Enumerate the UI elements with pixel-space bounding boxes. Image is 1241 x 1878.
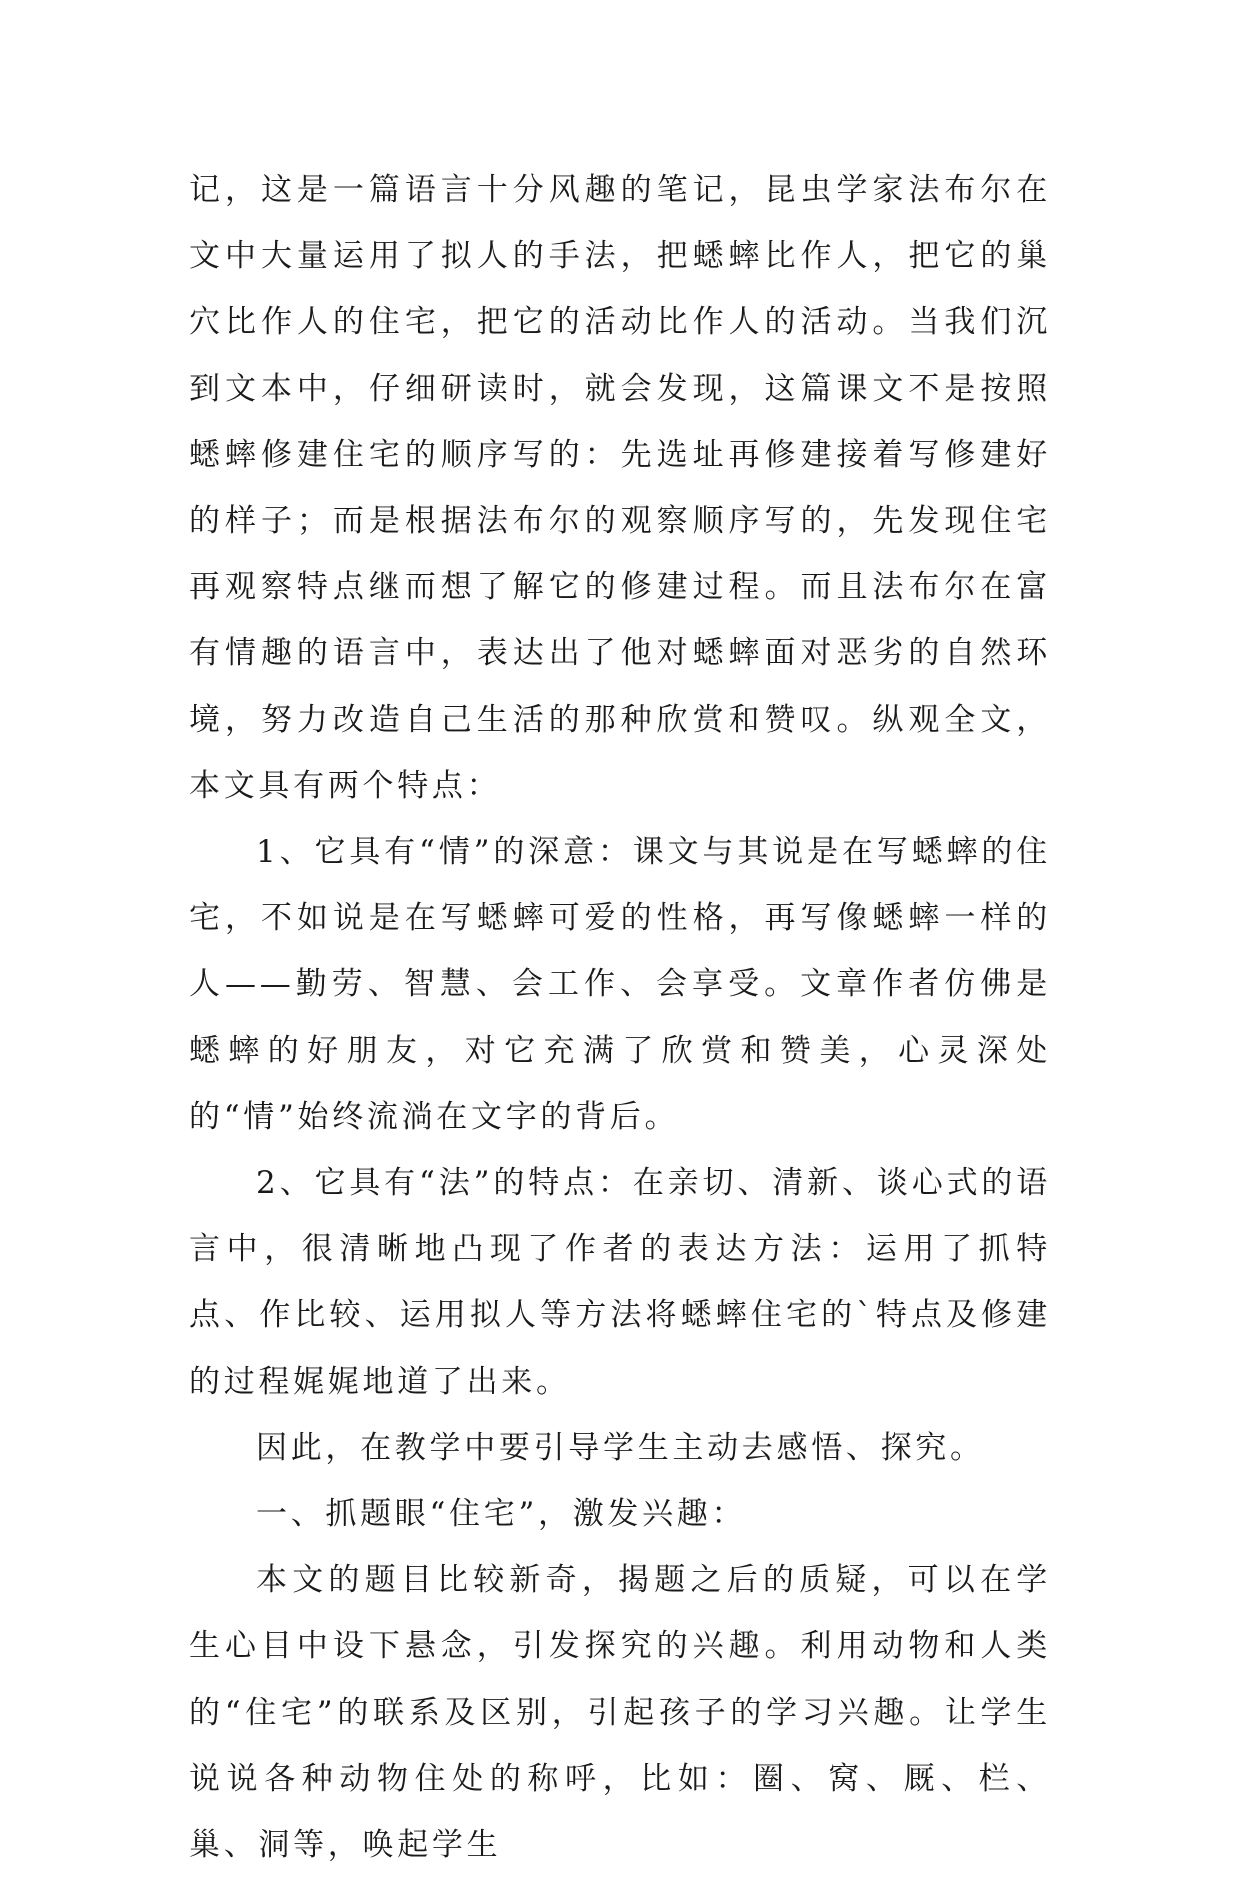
paragraph-section-one-body: 本文的题目比较新奇，揭题之后的质疑，可以在学生心目中设下悬念，引发探究的兴趣。利用动物和人类的“住宅”的联系及区别，引起孩子的学习兴趣。让学生说说各种动物住处的称呼，比如：圈、窝、厩、栏、巢、洞等，唤起学生 xyxy=(189,1562,1051,1864)
paragraph-feature-one: 1、它具有“情”的深意：课文与其说是在写蟋蟀的住宅，不如说是在写蟋蟀可爱的性格，再写像蟋蟀一样的人——勤劳、智慧、会工作、会享受。文章作者仿佛是蟋蟀的好朋友，对它充满了欣赏和赞美，心灵深处的“情”始终流淌在文字的背后。 xyxy=(189,834,1051,1135)
document-body xyxy=(189,157,1051,1878)
paragraph-continued: 记，这是一篇语言十分风趣的笔记，昆虫学家法布尔在文中大量运用了拟人的手法，把蟋蟀比作人，把它的巢穴比作人的住宅，把它的活动比作人的活动。当我们沉到文本中，仔细研读时，就会发现，这篇课文不是按照蟋蟀修建住宅的顺序写的：先选址再修建接着写修建好的样子；而是根据法布尔的观察顺序写的，先发现住宅再观察特点继而想了解它的修建过程。而且法布尔在富有情趣的语言中，表达出了他对蟋蟀面对恶劣的自然环境，努力改造自己生活的那种欣赏和赞叹。纵观全文，本文具有两个特点： xyxy=(189,172,1051,804)
section-heading-one: 一、抓题眼“住宅”，激发兴趣： xyxy=(256,1496,747,1533)
paragraph-therefore: 因此，在教学中要引导学生主动去感悟、探究。 xyxy=(256,1429,985,1466)
paragraph-feature-two: 2、它具有“法”的特点：在亲切、清新、谈心式的语言中，很清晰地凸现了作者的表达方法：运用了抓特点、作比较、运用拟人等方法将蟋蟀住宅的`特点及修建的过程娓娓地道了出来。 xyxy=(189,1165,1051,1400)
